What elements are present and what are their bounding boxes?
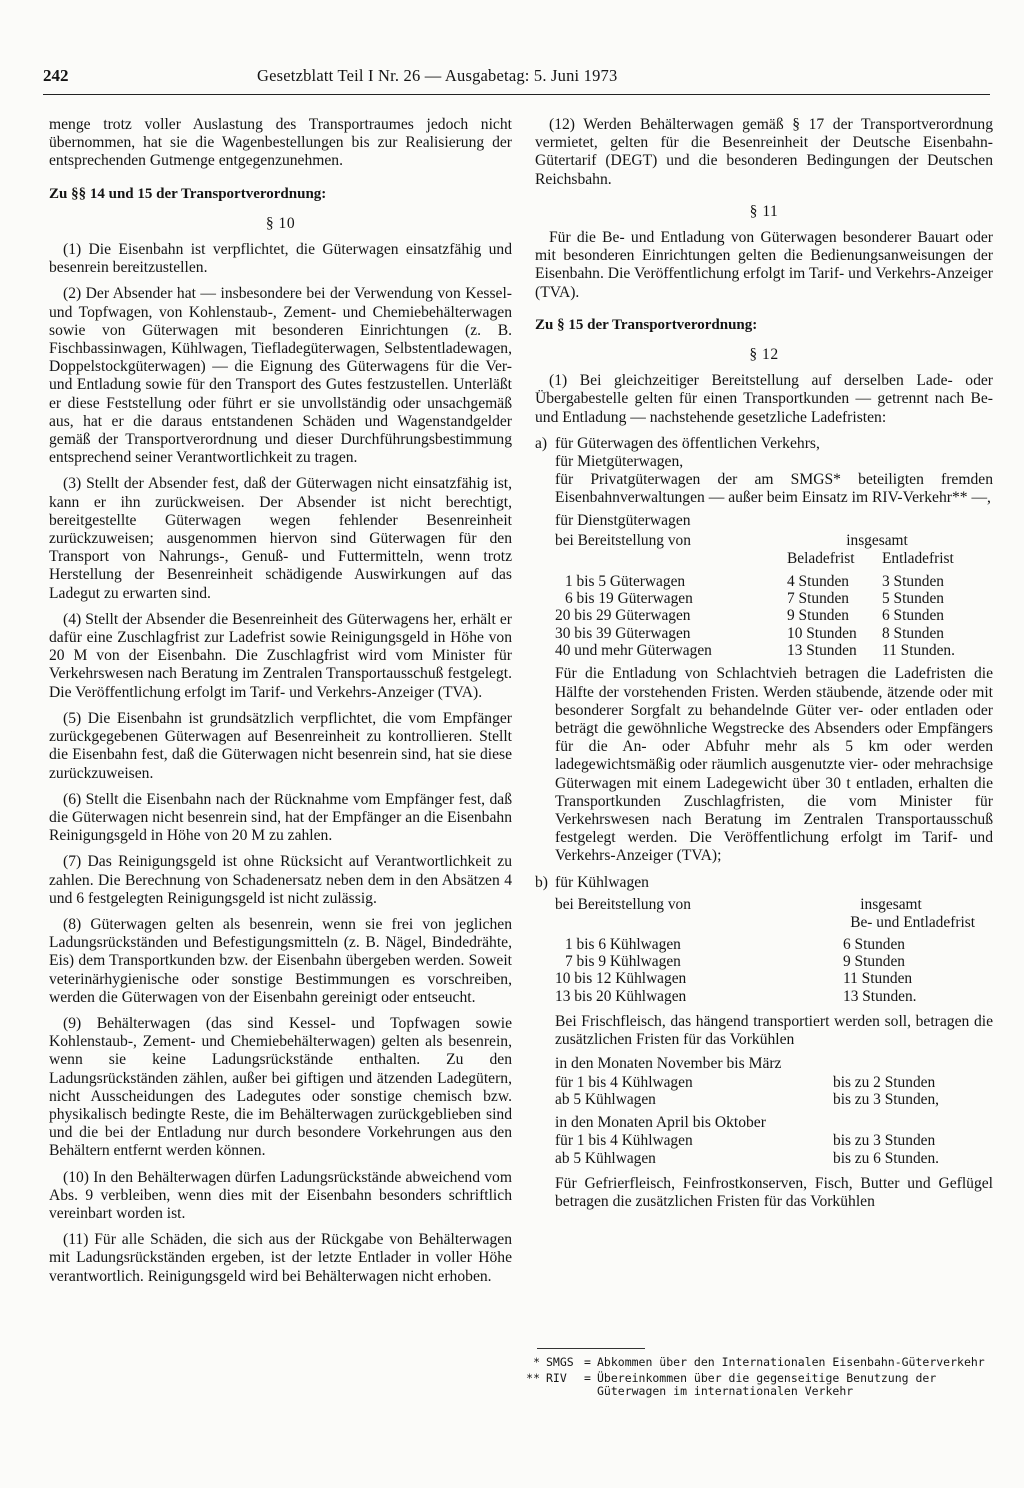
table-row [555,936,975,953]
frist-cell: 11 Stunden [843,970,913,988]
carryover-paragraph: menge trotz voller Auslastung des Transportraumes jedoch nicht übernommen, hat sie die Wagenbestellungen bis zur Realisierung der entsprechenden Gutmenge entgegenzunehmen. [49,116,512,170]
table-row [555,590,967,607]
ladefrist-col-entlade: Entladefrist [882,549,954,567]
range-cell: 7 bis 9 Kühlwagen [565,953,681,971]
footnote-riv [522,1372,992,1398]
heading-zu-15: Zu § 15 der Transportverordnung: [535,316,758,333]
s10-paragraph-1: (1) Die Eisenbahn ist verpflichtet, die Güterwagen einsatzfähig und besenrein bereitzustellen. [49,241,512,277]
nov-label: in den Monaten November bis März [555,1055,782,1073]
item-a-marker: a) [535,434,548,452]
footnote-abbr: SMGS [546,1355,574,1369]
range-cell: 10 bis 12 Kühlwagen [555,970,687,988]
range-cell: 30 bis 39 Güterwagen [555,624,691,642]
range-cell: 6 bis 19 Güterwagen [565,590,693,608]
running-title: Gesetzblatt Teil I Nr. 26 — Ausgabetag: 5. Juni 1973 [257,66,618,85]
left-column [49,116,512,1294]
range-cell: ab 5 Kühlwagen [555,1149,656,1167]
item-b [535,874,993,1212]
entlade-cell: 11 Stunden. [882,642,955,660]
frischfleisch-text: Bei Frischfleisch, das hängend transportiert werden soll, betragen die zusätzlichen Fristen für das Vorkühlen [555,1012,993,1049]
s10-paragraph-5: (5) Die Eisenbahn ist grundsätzlich verpflichtet, die vom Empfänger zurückgegebenen Güterwagen auf Besenreinheit zu kontrollieren. Stellt die Eisenbahn fest, daß die Güterwagen nicht besenrein sind, hat sie diese zurückzuweisen. [49,709,512,782]
table-row [555,1074,975,1091]
section-10-title: § 10 [265,214,296,232]
table-row [555,953,975,970]
footnote-text: Abkommen über den Internationalen Eisenbahn-Güterverkehr [597,1355,985,1369]
item-b-label: für Kühlwagen [555,873,649,891]
footnote-eq: = [584,1371,591,1385]
frist-cell: 13 Stunden. [843,987,917,1005]
entlade-cell: 3 Stunden [882,572,944,590]
item-a-note: Für die Entladung von Schlachtvieh betragen die Ladefristen die Hälfte der vorstehenden Fristen. Werden stäubende, ätzende oder mit besonderer Sorgfalt zu behandelnde Güter ver- oder entladen oder beträgt die gewöhnliche Wegstrecke des Absenders oder Empfängers für die An- oder Abfuhr mehr als 5 km oder werden ladegewichtsmäßig oder räumlich ausgenutzte vier- oder mehrachsige Güterwagen mit einem Ladegewicht über 30 t entladen, erhalten die Transportkunden Zuschlagfristen, die vom Minister für Verkehrswesen nach Beratung im Zentralen Transportausschuß festgelegt werden. Die Veröffentlichung erfolgt im Tarif- und Verkehrs-Anzeiger (TVA); [555,665,993,865]
table-row [555,573,967,590]
s10-paragraph-8: (8) Güterwagen gelten als besenrein, wenn sie frei von jeglichen Ladungsrückständen und Befestigungsmitteln (z. B. Nägel, Bindedrähte, Eis) dem Transportkunden bzw. der Eisenbahn übergeben werden. Soweit veterinärhygienische oder sonstige Bestimmungen es vorschreiben, werden die Güterwagen von der Eisenbahn gereinigt oder entseucht. [49,915,512,1006]
item-b-marker: b) [535,873,548,891]
page-number: 242 [43,66,69,85]
right-column [535,116,993,1217]
s10-paragraph-9: (9) Behälterwagen (das sind Kessel- und Topfwagen sowie Kohlenstaub-, Zement- und Chemiebehälterwagen) gelten als besenrein, wenn sie keine Ladungsrückstände enthalten. Zu den Ladungsrückständen zählen, außer bei giftigen und ätzenden Ladegütern, nicht Ausscheidungen des Ladegutes oder sonstige chemisch bzw. physikalisch bedingte Reste, die im Behälterwagen zurückgeblieben sind und die bei der Entladung nur durch besondere Vorkehrungen aus den Behältern entfernt werden können. [49,1014,512,1160]
kuehlwagen-table [555,896,975,1005]
range-cell: ab 5 Kühlwagen [555,1090,656,1108]
kuehl-col-sub: Be- und Entladefrist [850,913,975,931]
s10-paragraph-2: (2) Der Absender hat — insbesondere bei der Verwendung von Kessel- und Topfwagen, von Kohlenstaub-, Zement- und Chemiebehälterwagen sowie von Güterwagen mit besonderen Einrichtungen (z. B. Fischbassinwagen, Kühlwagen, Tiefladegüterwagen, Selbstentladewagen, Doppelstockgüterwagen) — die Eignung des Güterwagens für die Ver- und Entladung sowie für den Transport des Gutes festzustellen. Unterläßt er diese Feststellung oder führt er sie unvollständig oder unsachgemäß aus, hat er die daraus entstandenen Schäden und Wagenstandgelder gemäß der Transportverordnung und dieser Durchführungsbestimmung entsprechend seiner Verantwortlichkeit zu tragen. [49,285,512,467]
entlade-cell: 8 Stunden [882,624,944,642]
entlade-cell: 6 Stunden [882,607,944,625]
range-cell: 13 bis 20 Kühlwagen [555,987,687,1005]
frist-cell: bis zu 2 Stunden [833,1073,936,1091]
frist-cell: bis zu 6 Stunden. [833,1149,940,1167]
belade-cell: 9 Stunden [787,607,849,625]
footnotes [522,1356,992,1401]
item-a-line: für Privatgüterwagen der am SMGS* beteiligten fremden Eisenbahnverwaltungen — außer beim Einsatz im RIV-Verkehr** —, [555,471,993,507]
range-cell: 40 und mehr Güterwagen [555,642,712,660]
ladefrist-col-group: insgesamt [846,531,908,549]
footnote-rule [537,1348,645,1349]
belade-cell: 10 Stunden [787,624,857,642]
table-row [555,1150,975,1167]
frist-cell: 6 Stunden [843,935,905,953]
gefrierfleisch-text: Für Gefrierfleisch, Feinfrostkonserven, Fisch, Butter und Geflügel betragen die zusätzlichen Fristen für das Vorkühlen [555,1174,993,1211]
range-cell: 20 bis 29 Güterwagen [555,607,691,625]
table-row [555,970,975,987]
s10-paragraph-6: (6) Stellt die Eisenbahn nach der Rücknahme vom Empfänger fest, daß die Güterwagen nicht besenrein sind, hat der Empfänger an die Eisenbahn Reinigungsgeld in Höhe von 20 M zu zahlen. [49,790,512,845]
belade-cell: 7 Stunden [787,590,849,608]
s12-intro: (1) Bei gleichzeitiger Bereitstellung auf derselben Lade- oder Übergabestelle gelten für einen Transportkunden — getrennt nach Be- und Entladung — nachstehende gesetzliche Ladefristen: [535,372,993,426]
ladefrist-col-label: bei Bereitstellung von [555,531,691,549]
ladefrist-table [555,532,967,659]
s11-text: Für die Be- und Entladung von Güterwagen besonderer Bauart oder mit besonderen Einrichtungen gelten die Bedienungsanweisungen der Eisenbahn. Die Veröffentlichung erfolgt im Tarif- und Verkehrs-Anzeiger (TVA). [535,229,993,301]
s10-paragraph-4: (4) Stellt der Absender die Besenreinheit des Güterwagens her, erhält er dafür eine Zuschlagfrist zur Ladefrist sowie Reinigungsgeld in Höhe von 20 M von der Eisenbahn. Die Zuschlagfrist wird vom Minister für Verkehrswesen nach Beratung im Zentralen Transportausschuß festgelegt. Die Veröffentlichung erfolgt im Tarif- und Verkehrs-Anzeiger (TVA). [49,610,512,701]
table-row [555,1132,975,1149]
apr-table [555,1132,975,1167]
heading-zu-14-15: Zu §§ 14 und 15 der Transportverordnung: [49,185,327,202]
page-header [43,64,990,95]
table-row [555,607,967,624]
frist-cell: bis zu 3 Stunden, [833,1090,940,1108]
s10-paragraph-7: (7) Das Reinigungsgeld ist ohne Rücksicht auf Verantwortlichkeit zu zahlen. Die Berechnung von Schadenersatz neben dem in den Absätzen 4 und 6 festgelegten Reinigungsgeld ist nicht zulässig. [49,853,512,907]
footnote-smgs [522,1356,992,1369]
item-a-line: für Dienstgüterwagen [555,511,691,529]
table-row [555,642,967,659]
apr-label: in den Monaten April bis Oktober [555,1114,766,1132]
range-cell: 1 bis 5 Güterwagen [565,572,686,590]
table-row [555,1091,975,1108]
belade-cell: 13 Stunden [787,642,857,660]
footnote-mark: * [533,1355,540,1369]
range-cell: 1 bis 6 Kühlwagen [565,935,681,953]
section-12-title: § 12 [749,346,779,364]
s10-paragraph-11: (11) Für alle Schäden, die sich aus der Rückgabe von Behälterwagen mit Ladungsrückständen ergeben, ist der letzte Entlader in voller Höhe verantwortlich. Reinigungsgeld wird bei Behälterwagen nicht erhoben. [49,1231,512,1285]
footnote-mark: ** [526,1371,540,1385]
ladefrist-col-belade: Beladefrist [787,549,855,567]
range-cell: für 1 bis 4 Kühlwagen [555,1132,693,1150]
item-a-line: für Mietgüterwagen, [555,453,684,471]
kuehl-col-group: insgesamt [860,895,922,913]
kuehl-col-label: bei Bereitstellung von [555,895,691,913]
belade-cell: 4 Stunden [787,572,849,590]
table-row [555,988,975,1005]
nov-table [555,1074,975,1109]
frist-cell: bis zu 3 Stunden [833,1132,936,1150]
s10-paragraph-10: (10) In den Behälterwagen dürfen Ladungsrückstände abweichend vom Abs. 9 verbleiben, wenn dies mit der Eisenbahn besonders schriftlich vereinbart worden ist. [49,1168,512,1222]
footnote-text: Übereinkommen über die gegenseitige Benutzung der Güterwagen im internationalen Verkehr [597,1371,937,1398]
section-11-title: § 11 [749,202,779,220]
table-row [555,625,967,642]
range-cell: für 1 bis 4 Kühlwagen [555,1073,693,1091]
entlade-cell: 5 Stunden [882,590,944,608]
frist-cell: 9 Stunden [843,953,905,971]
s10-paragraph-12: (12) Werden Behälterwagen gemäß § 17 der Transportverordnung vermietet, gelten für die Besenreinheit der Deutsche Eisenbahn-Gütertarif (DEGT) und die besonderen Bedingungen der Deutschen Reichsbahn. [535,116,993,188]
footnote-eq: = [584,1355,591,1369]
footnote-abbr: RIV [546,1371,567,1385]
s10-paragraph-3: (3) Stellt der Absender fest, daß der Güterwagen nicht einsatzfähig ist, kann er ihn zurückweisen. Der Absender ist nicht berechtigt, bereitgestellte Güterwagen wegen fehlender Besenreinheit zurückzuweisen; ausgenommen hiervon sind Güterwagen für den Transport von Nahrungs-, Genuß- und Futtermitteln, wenn trotz Herstellung der Besenreinheit schädigende Auswirkungen auf das Ladegut zu erwarten sind. [49,475,512,602]
item-a [535,435,993,866]
item-a-line: für Güterwagen des öffentlichen Verkehrs, [555,434,820,452]
